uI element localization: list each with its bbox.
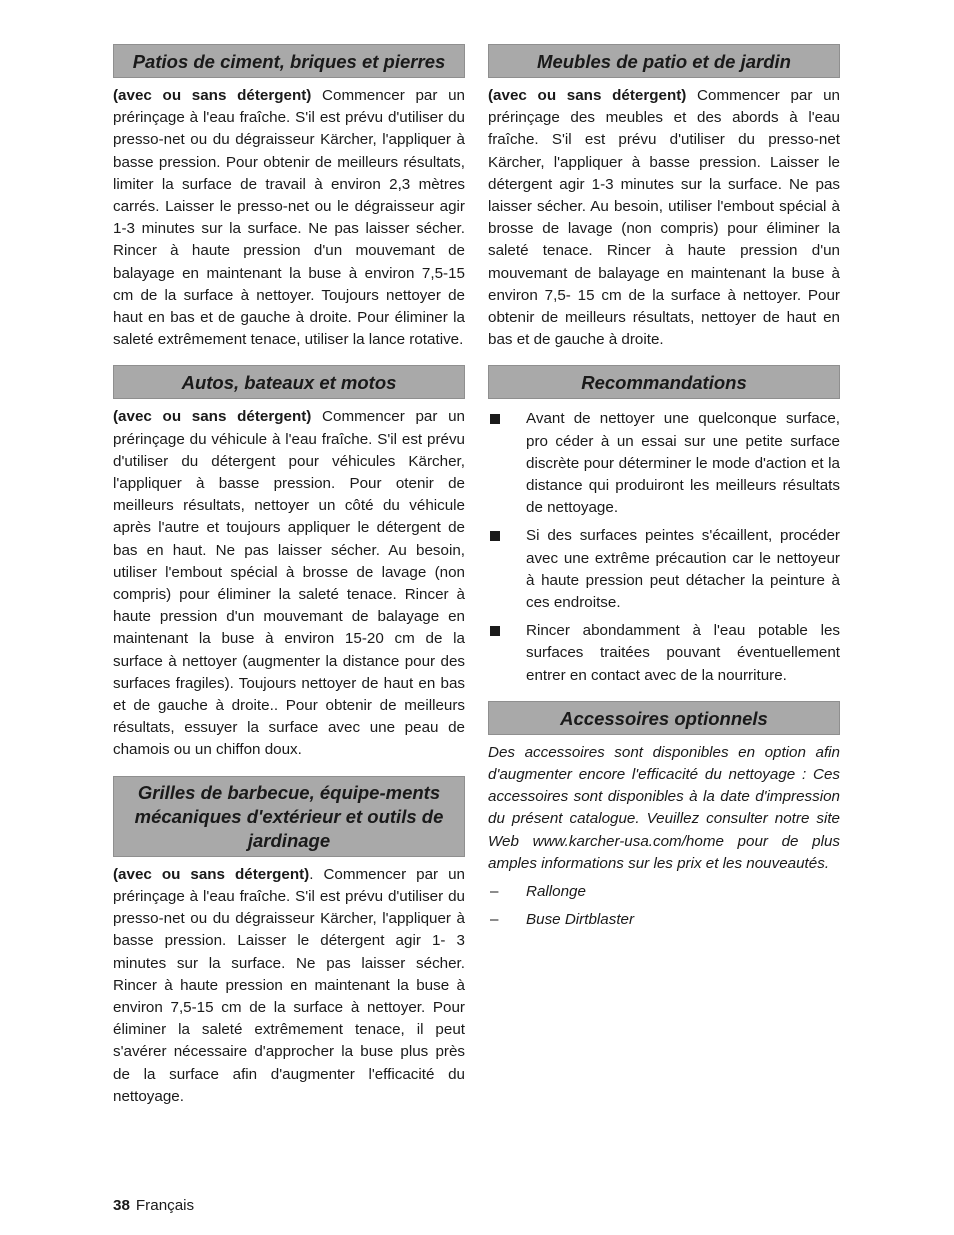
recommendations-list (488, 408, 840, 686)
section-heading-grilles: Grilles de barbecue, équipe-ments mécaniques d'extérieur et outils de jardinage (113, 776, 465, 857)
section-heading-meubles: Meubles de patio et de jardin (488, 44, 840, 78)
list-item: – Rallonge (488, 881, 840, 903)
section-heading-autos: Autos, bateaux et motos (113, 365, 465, 399)
body-text: . Commencer par un prérinçage à l'eau fraîche. S'il est prévu d'utiliser du presso-net ou du dégraisseur Kärcher, l'appliquer à basse pression. Laisser le détergent agir 1- 3 minutes sur la surface. Ne pas laisser sécher. Rincer à haute pression en maintenant la buse à environ 7,5-15 cm de la surface à nettoyer. Pour éliminer la saleté extrêmement tenace, il peut s'avérer nécessaire d'approcher la buse plus près de la surface afin d'augmenter l'efficacité du nettoyage. (113, 865, 465, 1105)
section-body-accessoires: Des accessoires sont disponibles en option afin d'augmenter encore l'efficacité du nettoyage : Ces accessoires sont disponibles à la date d'impression du présent catalogue. Veuillez consulter notre site Web www.karcher-usa.com/home pour de plus amples informations sur les prix et les nouveautés. (488, 743, 840, 872)
footer-language: Français (135, 1197, 195, 1214)
square-bullet-icon (490, 531, 500, 541)
lead-text: (avec ou sans détergent) (113, 865, 310, 883)
section-body-autos (113, 406, 465, 761)
body-text: Commencer par un prérinçage des meubles et des abords à l'eau fraîche. S'il est prévu d'utiliser du presso-net Kärcher, l'appliquer à basse pression. Laisser le détergent agir 1-3 minutes sur la surface. Ne pas laisser sécher. Au besoin, utiliser l'embout spécial à brosse de lavage (non compris) pour éliminer la saleté tenace. Rincer à haute pression d'un mouvemant de balayage en maintenant la buse à environ 7,5- 15 cm de la surface à nettoyer. Pour obtenir de meilleurs résultats, nettoyer de haut en bas et de gauche à droite. (488, 87, 840, 349)
list-item: Avant de nettoyer une quelconque surface, pro céder à un essai sur une petite surface discrète pour déterminer le mode d'action et la distance qui produiront les meilleurs résultats de nettoyage. (488, 408, 840, 519)
accessories-list (488, 881, 840, 931)
dash-bullet: – (490, 911, 499, 929)
list-item: – Buse Dirtblaster (488, 909, 840, 931)
section-heading-recommandations: Recommandations (488, 365, 840, 399)
list-item: Si des surfaces peintes s'écaillent, procéder avec une extrême précaution car le nettoyeur à haute pression peut détacher la peinture à ces endroitse. (488, 525, 840, 614)
section-body-patios (113, 85, 465, 351)
section-body-grilles (113, 864, 465, 1108)
left-column (113, 44, 465, 1108)
lead-text: (avec ou sans détergent) (113, 87, 312, 104)
section-heading-accessoires: Accessoires optionnels (488, 701, 840, 735)
section-heading-patios: Patios de ciment, briques et pierres (113, 44, 465, 78)
body-text: Commencer par un prérinçage à l'eau fraîche. S'il est prévu d'utiliser du presso-net ou du dégraisseur Kärcher, l'appliquer à basse pression. Pour obtenir de meilleurs résultats, limiter la surface de travail à environ 2,3 mètres carrés. Laisser le presso-net ou le dégraisseur agir 1-3 minutes sur la surface. Ne pas laisser sécher. Rincer à haute pression d'un mouvemant de balayage en maintenant la buse à environ 7,5-15 cm de la surface à nettoyer. Toujours nettoyer de haut en bas et de gauche à droite. Pour éliminer la saleté extrêmement tenace, utiliser la lance rotative. (113, 87, 465, 349)
square-bullet-icon (490, 626, 500, 636)
lead-text: (avec ou sans détergent) (113, 408, 312, 426)
square-bullet-icon (490, 414, 500, 424)
lead-text: (avec ou sans détergent) (488, 87, 687, 104)
dash-bullet: – (490, 883, 499, 901)
page-number: 38 (113, 1197, 130, 1214)
page-footer (113, 1197, 194, 1214)
section-body-meubles (488, 85, 840, 351)
right-column (488, 44, 840, 938)
body-text: Commencer par un prérinçage du véhicule à l'eau fraîche. S'il est prévu d'utiliser du détergent pour véhicules Kärcher, l'appliquer à basse pression. Pour otenir de meilleurs résultats, nettoyer un côté du véhicule après l'autre et toujours appliquer le détergent de bas en haut. Ne pas laisser sécher. Au besoin, utiliser l'embout spécial à brosse de lavage (non compris) pour éliminer la saleté tenace. Rincer à haute pression d'un mouvemant de balayage en maintenant la buse à environ 15-20 cm de la surface à nettoyer (augmenter la distance pour des surfaces fragiles). Toujours nettoyer de haut en bas et de gauche à droite.. Pour obtenir de meilleurs résultats, essuyer la surface avec une peau de chamois ou un chiffon doux. (113, 408, 465, 759)
list-item: Rincer abondamment à l'eau potable les surfaces traitées pouvant éventuellement entrer en contact avec de la nourriture. (488, 620, 840, 687)
